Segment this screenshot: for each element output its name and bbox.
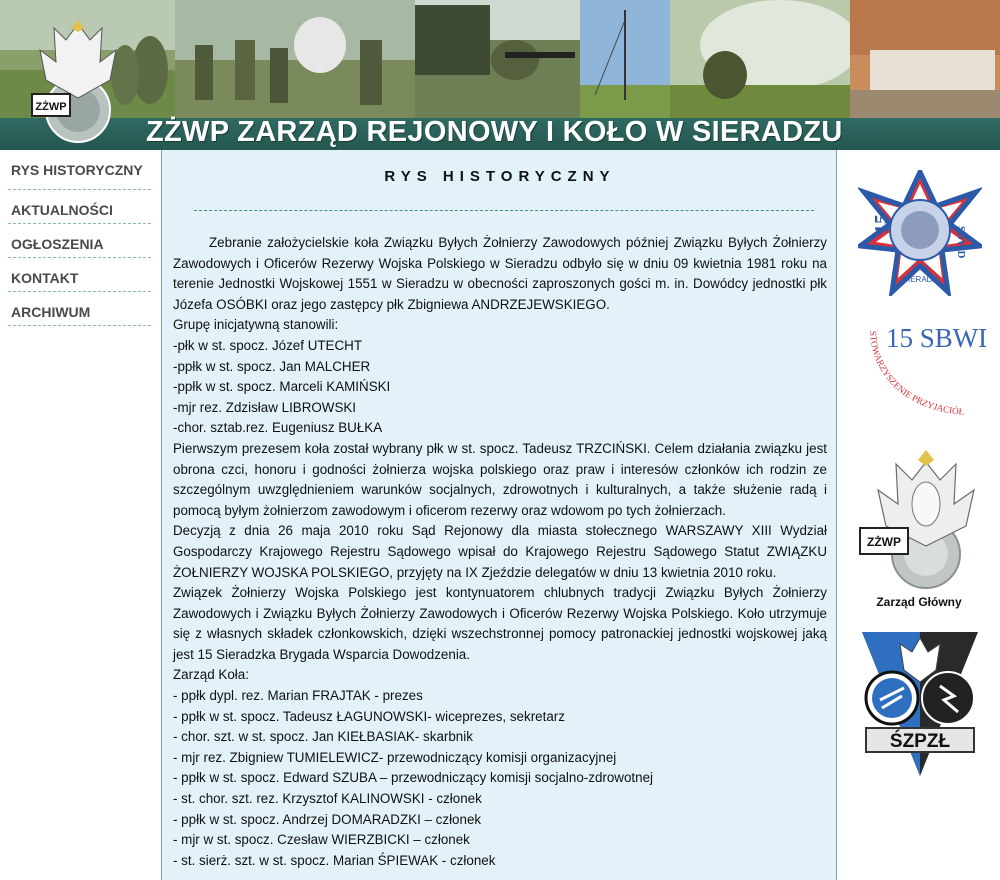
list-item: - ppłk dypl. rez. Marian FRAJTAK - prezes [173,688,423,704]
list-item: - ppłk w st. spocz. Andrzej DOMARADZKI – członek [173,811,482,827]
main-content [161,150,837,880]
friends-association-logo-icon[interactable] [858,315,986,425]
badge3-caption: Zarząd Główny [876,595,962,609]
nav-item-aktualnosci[interactable]: AKTUALNOŚCI [8,190,151,224]
list-item: -płk w st. spocz. Józef UTECHT [173,337,362,353]
zzwp-eagle-badge-icon[interactable] [858,442,982,592]
header-photo-smoke-exercise [670,0,850,118]
tradition-paragraph: Związek Żołnierzy Wojska Polskiego jest kontynuatorem chlubnych tradycji Związku Byłych Żołnierzy Zawodowych i Związku Byłych Żołnierzy Zawodowych i Oficerów Rezerwy Wojska Polskiego. Koło utrzymuje się z własnych składek członkowskich, dzięki wszechstronnej pomocy patronackiej jednostki wojskowej jaką jest 15 Sieradzka Brygada Wsparcia Dowodzenia. [173,585,827,662]
left-nav [0,150,160,880]
szpzl-triangle-badge-icon[interactable] [858,630,982,780]
list-item: - st. sierż. szt. w st. spocz. Marian ŚPIEWAK - członek [173,852,496,868]
president-paragraph: Pierwszym prezesem koła został wybrany płk w st. spocz. Tadeusz TRZCIŃSKI. Celem działania związku jest obrona czci, honoru i godności żołnierza wojska polskiego oraz praw i interesów członków ich rodzin ze szczególnym uwzględnieniem warunków socjalnych, zdrowotnych i kulturalnych, a także służenie radą i pomocą byłym żołnierzom zawodowym i oficerom rezerwy oraz wdowom po tych żołnierzach. [173,440,827,518]
badge2-number: 15 SBW [886,323,979,353]
badge1-code: SBWD [955,226,967,259]
nav-item-kontakt[interactable]: KONTAKT [8,258,151,292]
court-paragraph: Decyzją z dnia 26 maja 2010 roku Sąd Rejonowy dla miasta stołecznego WARSZAWY XIII Wydział Gospodarczy Krajowego Rejestru Sądowego wpisał do Krajowego Rejestru Sądowego Statut ZWIĄZKU ŻOŁNIERZY WOJSKA POLSKIEGO, przyjęty na IX Zjeździe delegatów w dniu 13 kwietnia 2010 roku. [173,523,827,580]
nav-item-rys-historyczny[interactable]: RYS HISTORYCZNY [8,150,151,190]
list-item: -mjr rez. Zdzisław LIBROWSKI [173,399,357,415]
site-title: ZŻWP ZARZĄD REJONOWY I KOŁO W SIERADZU [146,116,843,148]
nav-item-ogloszenia[interactable]: OGŁOSZENIA [8,224,151,258]
header-photo-soldier-aiming [415,0,580,118]
badge3-emblem-text: ZŻWP [867,535,901,549]
nav-item-archiwum[interactable]: ARCHIWUM [8,292,151,326]
intro-paragraph: Zebranie założycielskie koła Związku Byłych Żołnierzy Zawodowych później Związku Byłych Żołnierzy Zawodowych i Oficerów Rezerwy Wojska Polskiego w Sieradzu odbyło się w dniu 09 kwietnia 1981 roku na terenie Jednostki Wojskowej 1551 w Sieradzu w obecności zaproszonych gości m. in. Dowódcy jednostki płk Józefa OSÓBKI oraz jego zastępcy płk Zbigniewa ANDRZEJEWSKIEGO. [173,235,827,312]
badge1-number: 15 [871,214,893,234]
badge1-city: SIERADZ [902,275,938,284]
list-item: - st. chor. szt. rez. Krzysztof KALINOWSKI - członek [173,791,482,807]
heading-divider [194,210,814,211]
header-photo-strip [0,0,1000,118]
badge4-label: ŚZPZŁ [889,731,951,752]
list-item: -ppłk w st. spocz. Jan MALCHER [173,358,371,374]
board-label: Zarząd Koła: [173,667,249,683]
site-header [0,0,1000,150]
list-item: - mjr rez. Zbigniew TUMIELEWICZ- przewodniczący komisji organizacyjnej [173,749,617,765]
list-item: -ppłk w st. spocz. Marceli KAMIŃSKI [173,379,391,395]
header-photo-antenna-field [580,0,670,118]
header-photo-parade [850,0,1000,118]
list-item: - ppłk w st. spocz. Edward SZUBA – przewodniczący komisji socjalno-zdrowotnej [173,770,654,786]
eagle-emblem-icon[interactable] [16,10,136,146]
article-body [173,233,827,871]
list-item: - mjr w st. spocz. Czesław WIERZBICKI – członek [173,832,470,848]
page-title: RYS HISTORYCZNY [384,168,616,185]
emblem-text: ZŻWP [35,101,67,113]
right-sidebar [838,150,1000,880]
header-photo-satellite-dish [175,0,415,118]
badge2-arc-text: STOWARZYSZENIE PRZYJACIÓŁ [867,330,965,417]
15-sbwd-cross-badge-icon[interactable] [858,170,982,296]
list-item: - chor. szt. w st. spocz. Jan KIEŁBASIAK- skarbnik [173,729,473,745]
group-label: Grupę inicjatywną stanowili: [173,317,339,333]
list-item: -chor. sztab.rez. Eugeniusz BUŁKA [173,420,383,436]
list-item: - ppłk w st. spocz. Tadeusz ŁAGUNOWSKI- wiceprezes, sekretarz [173,708,565,724]
badge1-year: 1968 [911,264,929,273]
